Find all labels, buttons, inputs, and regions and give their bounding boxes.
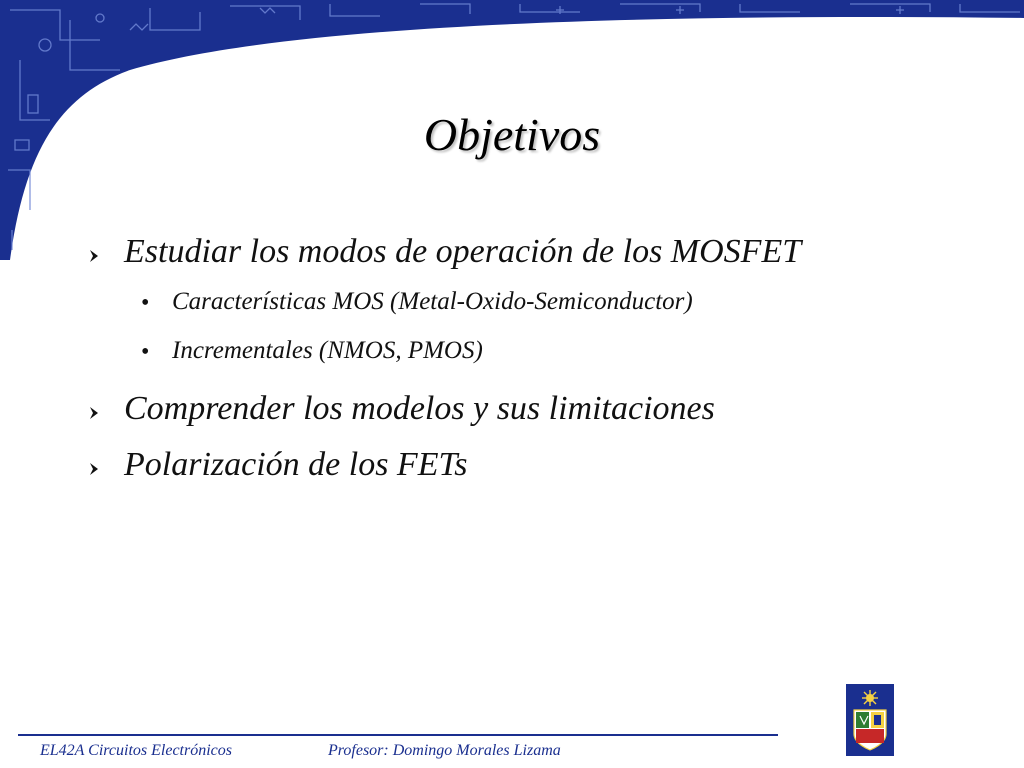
chevron-arrow-icon xyxy=(88,462,102,476)
bullet-item-3: Polarización de los FETs xyxy=(124,446,468,483)
footer-professor: Profesor: Domingo Morales Lizama xyxy=(328,742,561,759)
sub-bullet-item-2: Incrementales (NMOS, PMOS) xyxy=(172,337,483,364)
bullet-item-2: Comprender los modelos y sus limitaciones xyxy=(124,390,715,427)
slide-title: Objetivos xyxy=(423,109,601,160)
bullet-item-1: Estudiar los modos de operación de los MOSFET xyxy=(124,233,802,270)
footer-course: EL42A Circuitos Electrónicos xyxy=(40,742,232,759)
sub-bullet-item-1: Características MOS (Metal-Oxido-Semiconductor) xyxy=(172,288,693,315)
chevron-arrow-icon xyxy=(88,406,102,420)
university-crest-icon xyxy=(846,684,894,756)
dot-icon: • xyxy=(141,290,150,316)
footer-divider xyxy=(18,734,778,736)
dot-icon: • xyxy=(141,339,150,365)
chevron-arrow-icon xyxy=(88,249,102,263)
